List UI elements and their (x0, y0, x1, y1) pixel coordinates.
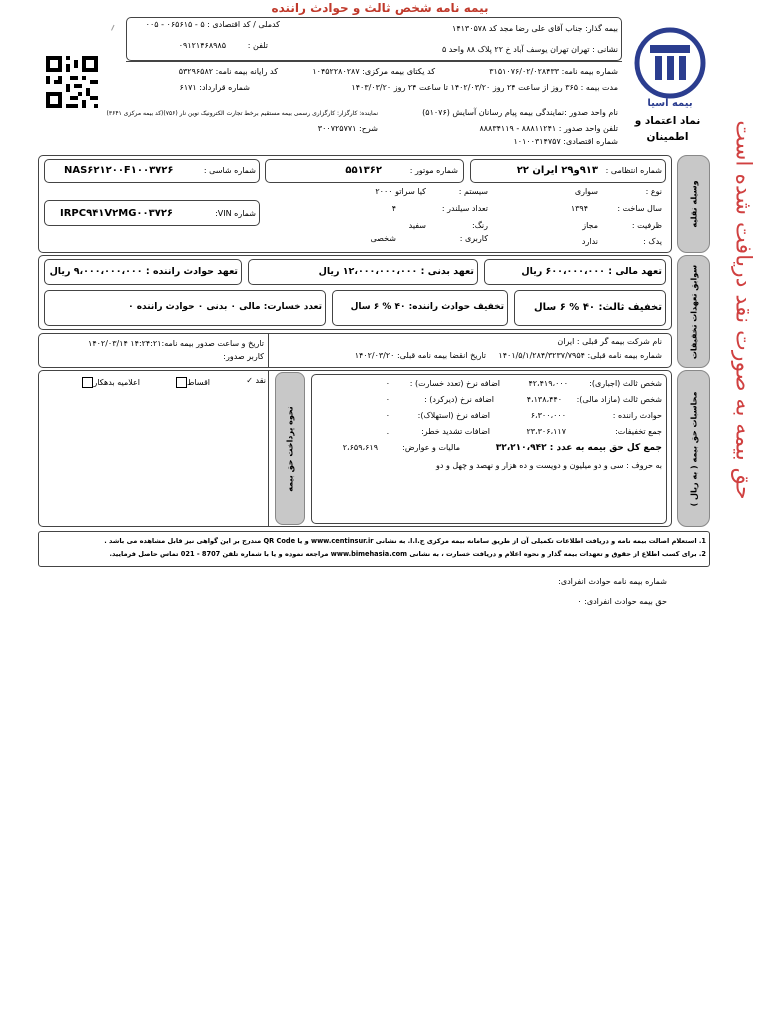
system-label: سیستم : (458, 187, 488, 196)
bodily-commitment: تعهد بدنی : ۱۲،۰۰۰،۰۰۰،۰۰۰ ریال (318, 266, 474, 277)
issuing-unit: نام واحد صدور :نمایندگی بیمه پیام رسانان آسایش (۵۱۰۷۶) (422, 108, 618, 117)
driver-policy-number: شماره بیمه نامه حوادث انفرادی: (558, 577, 667, 586)
chassis-value: NAS۶۲۱۲۰۰F۱۰۰۳۷۲۶ (64, 165, 174, 176)
previous-policy-number: شماره بیمه نامه قبلی: ۱۴۰۱/۵/۱/۲۸۴/۳۲۳۷/۷۹۵۴ (498, 351, 662, 360)
risk-surcharge-label: اضافات تشدید خطر: (421, 427, 490, 436)
cylinder-count-value: ۴ (391, 204, 396, 213)
previous-expiry-date: تاریخ انقضا بیمه نامه قبلی: ۱۴۰۲/۰۳/۲۰ (354, 351, 486, 360)
motor-value: ۵۵۱۳۶۲ (345, 165, 382, 176)
checkbox-icon (176, 377, 187, 388)
capacity-value: مجاز (582, 221, 598, 230)
previous-insurer: نام شرکت بیمه گر قبلی : ایران (557, 337, 662, 346)
motor-label: شماره موتور : (409, 166, 458, 175)
vehicle-type-label: نوع : (645, 187, 662, 196)
usage-value: شخصی (370, 234, 396, 243)
phone-label: تلفن : (247, 41, 268, 50)
trailer-value: ندارد (581, 237, 598, 246)
premium-excess-label: شخص ثالث (مازاد مالی): (576, 395, 662, 404)
chassis-label: شماره شاسی : (203, 166, 256, 175)
vehicle-type-value: سواری (574, 187, 598, 196)
usage-label: کاربری : (459, 234, 488, 243)
premium-divider (268, 370, 269, 527)
qr-code-icon (46, 56, 98, 108)
total-discounts-value: ۲۳،۳۰۶،۱۱۷ (526, 427, 566, 436)
premium-excess-value: ۴،۱۳۸،۴۴۰ (526, 395, 562, 404)
header-divider (126, 61, 622, 62)
tax-label: مالیات و عوارض: (402, 443, 460, 452)
side-slogan: حق بیمه به صورت نقد دریافت شده است (730, 120, 756, 500)
issue-datetime: تاریخ و ساعت صدور بیمه نامه:۱۴:۲۴:۲۱ ۱۴۰۲/۰۳/۱۴ (88, 339, 264, 348)
payment-option-installments[interactable]: اقساط (150, 377, 210, 388)
driver-discount: تخفیف حوادث راننده: ۴۰ % ۶ سال (350, 302, 504, 312)
economic-number: شماره اقتصادی: ۱۰۱۰۰۳۱۴۷۵۷ (513, 137, 618, 146)
tax-value: ۲،۶۵۹،۶۱۹ (342, 443, 378, 452)
policy-number: شماره بیمه نامه: ۳۱۵۱۰۷۶/۰۲/۰۲۸۴۳۳ (489, 67, 618, 76)
surcharge-late-label: اضافه نرخ (دیرکرد) : (424, 395, 494, 404)
capacity-label: ظرفیت : (631, 221, 662, 230)
color-value: سفید (408, 221, 426, 230)
surcharge-late-value: ۰ (385, 395, 390, 404)
previous-divider (268, 333, 269, 368)
total-in-words: به حروف : سی و دو میلیون و دویست و ده هزار و نهصد و چهل و دو (436, 461, 662, 470)
premium-mandatory-value: ۴۲،۴۱۹،۰۰۰ (528, 379, 568, 388)
premium-mandatory-label: شخص ثالث (اجباری): (589, 379, 662, 388)
note-inquiry: 1. استعلام اصالت بیمه نامه و دریافت اطلاعات تکمیلی آن از طریق سامانه بیمه مرکزی ج.ا.ا. به نشانی www.centinsur.ir و یا QR Code مندرج بر این گواهی نیز قابل مشاهده می باشد . (104, 537, 706, 545)
issuer-user: کاربر صدور: (223, 352, 264, 361)
central-unique-code: کد یکتای بیمه مرکزی: ۱۰۴۵۲۲۸۰۲۸۷ (312, 67, 435, 76)
build-year-label: سال ساخت : (617, 204, 662, 213)
check-icon: ✓ (246, 376, 253, 385)
logo-slogan: نماد اعتماد و اطمینان (634, 115, 701, 143)
tab-commitments: سوابق تعهدات تخفیفات (677, 255, 710, 368)
corner-mark (111, 25, 120, 33)
insurer-name: بیمه گذار: جناب آقای علی رضا مجد کد ۱۴۱۳۰۵۷۸ (452, 24, 618, 33)
driver-accident-label: حوادث راننده : (612, 411, 662, 420)
plate-label: شماره انتظامی : (605, 166, 662, 175)
surcharge-depreciation-label: اضافه نرخ (استهلاک): (417, 411, 490, 420)
surcharge-claims-value: ۰ (385, 379, 390, 388)
qr-code[interactable] (46, 56, 98, 108)
agent-note: نماینده: کارگزار: کارگزاری رسمی بیمه مستقیم برخط تجارت الکترونیک نوین نار (۷۵۶)(کد بیمه مرکزی ۳۶۴۱) (106, 110, 378, 117)
page-title: بیمه نامه شخص ثالث و حوادث راننده (271, 1, 489, 15)
payment-option-cash[interactable]: نقد ✓ (246, 376, 266, 385)
driver-accident-value: ۶،۳۰۰،۰۰۰ (530, 411, 566, 420)
national-code: کدملی / کد اقتصادی : ۵ - ۰۶۵۶۱۵ - ۰۰۵ (145, 20, 280, 29)
logo-brand: بیمه آسیا (647, 98, 693, 109)
tab-vehicle: وسیله نقلیه (677, 155, 710, 253)
risk-surcharge-value: ۰ (385, 429, 390, 438)
surcharge-depreciation-value: ۰ (385, 411, 390, 420)
insurer-address: نشانی : تهران تهران یوسف آباد خ ۲۲ پلاک ۸۸ واحد ۵ (441, 45, 618, 54)
vin-label: شماره VIN: (215, 209, 256, 218)
claims-count: تعدد خسارت: مالی ۰ بدنی ۰ حوادث راننده ۰ (128, 302, 322, 312)
description: شرح: ۳۰۰۷۲۵۷۷۱ (317, 124, 378, 133)
driver-premium: حق بیمه حوادث انفرادی: ۰ (577, 597, 667, 606)
vin-value: IRPC۹۴۱V۲MG۰۰۳۷۲۶ (60, 208, 174, 219)
surcharge-claims-label: اضافه نرخ (تعدد خسارت) : (409, 379, 500, 388)
payment-option-debit-note[interactable]: اعلامیه بدهکار (50, 377, 140, 388)
policy-duration: مدت بیمه : ۳۶۵ روز از ساعت ۲۴ روز ۱۴۰۲/۰۳/۲۰ تا ساعت ۲۴ روز ۱۴۰۳/۰۳/۲۰ (351, 83, 618, 92)
issuing-phone: تلفن واحد صدور : ۸۸۸۱۱۲۴۱ - ۸۸۸۳۴۱۱۹ (479, 124, 618, 133)
phone-value: ۰۹۱۲۱۴۶۸۹۸۵ (178, 41, 226, 50)
note-rights: 2. برای کسب اطلاع از حقوق و تعهدات بیمه گذار و نحوه اعلام و دریافت خسارت ، به نشانی www.bimehasia.com مراجعه نموده و یا با شماره تلفن 8707 - 021 تماس حاصل فرمایید. (109, 550, 706, 558)
asia-insurance-logo-icon (633, 28, 707, 98)
total-premium: جمع کل حق بیمه به عدد : ۳۲،۲۱۰،۹۴۲ (495, 443, 662, 453)
checkbox-icon (82, 377, 93, 388)
logo (625, 24, 715, 149)
driver-commitment: تعهد حوادث راننده : ۹،۰۰۰،۰۰۰،۰۰۰ ریال (49, 266, 238, 277)
contract-number: شماره قرارداد: ۶۱۷۱ (179, 83, 250, 92)
total-discounts-label: جمع تخفیفات: (615, 427, 662, 436)
tab-premium: محاسبات حق بیمه ( به ریال ) (677, 370, 710, 527)
trailer-label: یدک : (643, 237, 662, 246)
plate-value: ۹۱۳و۲۹ ایران ۲۲ (516, 165, 598, 176)
financial-commitment: تعهد مالی : ۶۰۰،۰۰۰،۰۰۰ ریال (521, 266, 662, 277)
cylinder-count-label: تعداد سیلندر : (441, 204, 488, 213)
build-year-value: ۱۳۹۴ (570, 204, 588, 213)
system-value: کیا سراتو ۲۰۰۰ (375, 187, 426, 196)
computer-code: کد رایانه بیمه نامه: ۵۳۲۹۶۵۸۲ (178, 67, 278, 76)
color-label: رنگ: (472, 221, 488, 230)
third-party-discount: تخفیف ثالث: ۴۰ % ۶ سال (533, 302, 662, 313)
tab-payment-method: نحوه پرداخت حق بیمه (275, 372, 305, 525)
